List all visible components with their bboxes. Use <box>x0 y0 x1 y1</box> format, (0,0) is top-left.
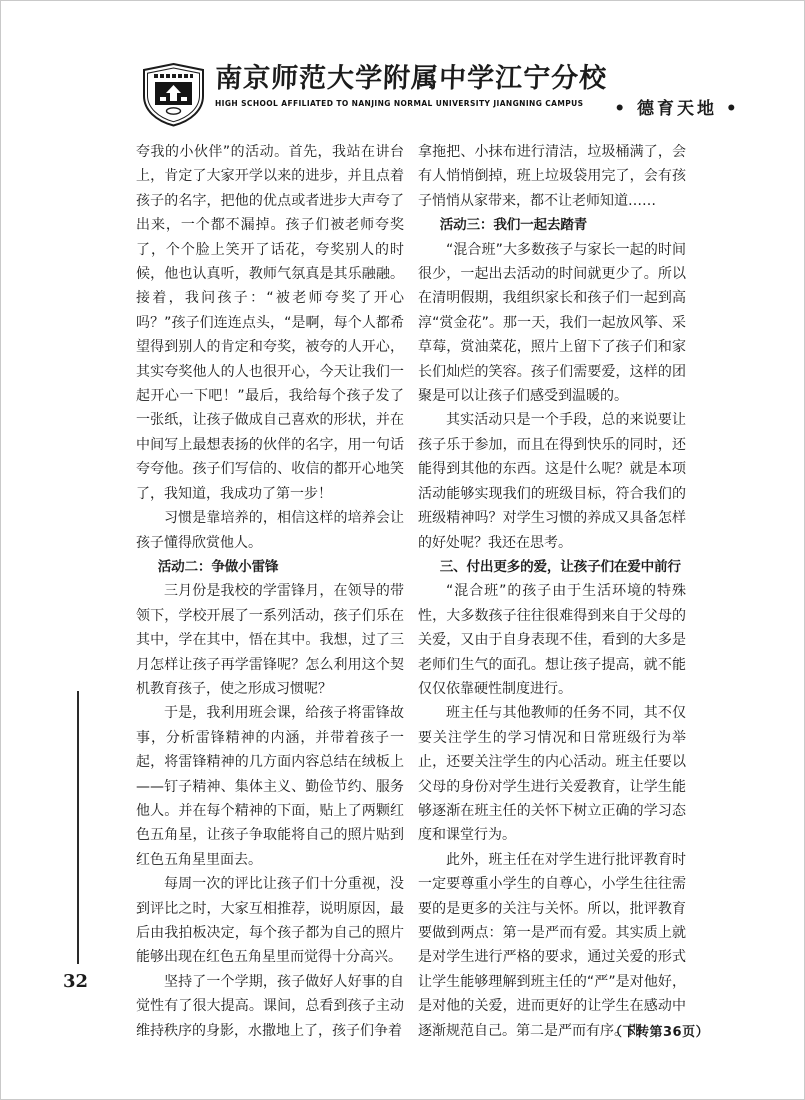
masthead <box>214 62 608 108</box>
school-name-english: HIGH SCHOOL AFFILIATED TO NANJING NORMAL UNIVERSITY JIANGNING CAMPUS <box>215 99 584 108</box>
paragraph: 习惯是靠培养的，相信这样的培养会让孩子懂得欣赏他人。 <box>136 510 404 551</box>
article-column-right <box>418 140 686 1043</box>
page-number: 32 <box>63 971 89 992</box>
section-label: • 德育天地 • <box>614 99 740 119</box>
section-heading: 活动二：争做小雷锋 <box>157 558 279 575</box>
margin-rule <box>77 691 79 964</box>
paragraph: “混合班”的孩子由于生活环境的特殊性，大多数孩子往往很难得到来自于父母的关爱，又由于自身表现不佳，看到的大多是老师们生气的面孔。想让孩子提高，就不能仅仅依靠硬性制度进行。 <box>418 583 686 697</box>
paragraph: 于是，我利用班会课，给孩子将雷锋故事，分析雷锋精神的内涵，并带着孩子一起，将雷锋精神的几方面内容总结在绒板上——钉子精神、集体主义、勤俭节约、服务他人。并在每个精神的下面，贴上了两颗红色五角星，让孩子争取能将自己的照片贴到红色五角星里面去。 <box>136 705 404 868</box>
school-name-chinese: 南京师范大学附属中学江宁分校 <box>214 63 608 94</box>
paragraph: 班主任与其他教师的任务不同，其不仅要关注学生的学习情况和日常班级行为举止，还要关注学生的内心活动。班主任要以父母的身份对学生进行关爱教育，让学生能够逐渐在班主任的关怀下树立正确的学习态度和课堂行为。 <box>418 705 686 844</box>
paragraph: 坚持了一个学期，孩子做好人好事的自觉性有了很大提高。课间，总看到孩子主动维持秩序的身影，水撒地上了，孩子们争着 <box>136 973 404 1039</box>
continued-on-note: （下转第36页） <box>609 1025 710 1040</box>
paragraph: 夸我的小伙伴”的活动。首先，我站在讲台上，肯定了大家开学以来的进步，并且点着孩子的名字，把他的优点或者进步大声夸了出来，一个都不漏掉。孩子们被老师夸奖了，个个脸上笑开了话花，夸奖别人的时候，他也认真听，教师气氛真是其乐融融。接着，我问孩子：“被老师夸奖了开心吗？”孩子们连连点头，“是啊，每个人都希望得到别人的肯定和夸奖，被夸的人开心，其实夸奖他人的人也很开心，今天让我们一起开心一下吧！”最后，我给每个孩子发了一张纸，让孩子做成自己喜欢的形状，并在中间写上最想表扬的伙伴的名字，用一句话夸夸他。孩子们写信的、收信的都开心地笑了，我知道，我成功了第一步！ <box>136 144 404 502</box>
paragraph: 三月份是我校的学雷锋月，在领导的带领下，学校开展了一系列活动，孩子们乐在其中，学在其中，悟在其中。我想，过了三月怎样让孩子再学雷锋呢？怎么利用这个契机教育孩子，使之形成习惯呢？ <box>136 583 404 697</box>
paragraph: 其实活动只是一个手段，总的来说要让孩子乐于参加，而且在得到快乐的同时，还能得到其他的东西。这是什么呢？就是本项活动能够实现我们的班级目标，符合我们的班级精神吗？对学生习惯的养成又具备怎样的好处呢？我还在思考。 <box>418 412 686 551</box>
paragraph: “混合班”大多数孩子与家长一起的时间很少，一起出去活动的时间就更少了。所以在清明假期，我组织家长和孩子们一起到高淳“赏金花”。那一天，我们一起放风筝、采草莓，赏油菜花，照片上留下了孩子们和家长们灿烂的笑容。孩子们需要爱，这样的团聚是可以让孩子们感受到温暖的。 <box>418 241 686 405</box>
paragraph: 拿拖把、小抹布进行清洁，垃圾桶满了，会有人悄悄倒掉，班上垃圾袋用完了，会有孩子悄悄从家带来，都不让老师知道…… <box>418 144 686 209</box>
section-heading: 活动三：我们一起去踏青 <box>439 217 588 234</box>
paragraph: 此外，班主任在对学生进行批评教育时一定要尊重小学生的自尊心，小学生往往需要的是更多的关注与关怀。所以，批评教育要做到两点：第一是严而有爱。其实质上就是对学生进行严格的要求，通过关爱的形式让学生能够理解到班主任的“严”是对他好，是对他的关爱，进而更好的让学生在感动中逐渐规范自己。第二是严而有序。即 <box>418 851 686 1039</box>
section-heading: 三、付出更多的爱，让孩子们在爱中前行 <box>439 558 681 575</box>
paragraph: 每周一次的评比让孩子们十分重视，没到评比之时，大家互相推荐，说明原因，最后由我拍板决定，每个孩子都为自己的照片能够出现在红色五角星里而觉得十分高兴。 <box>136 876 404 966</box>
school-crest-icon <box>140 63 207 127</box>
article-column-left <box>136 140 404 1043</box>
